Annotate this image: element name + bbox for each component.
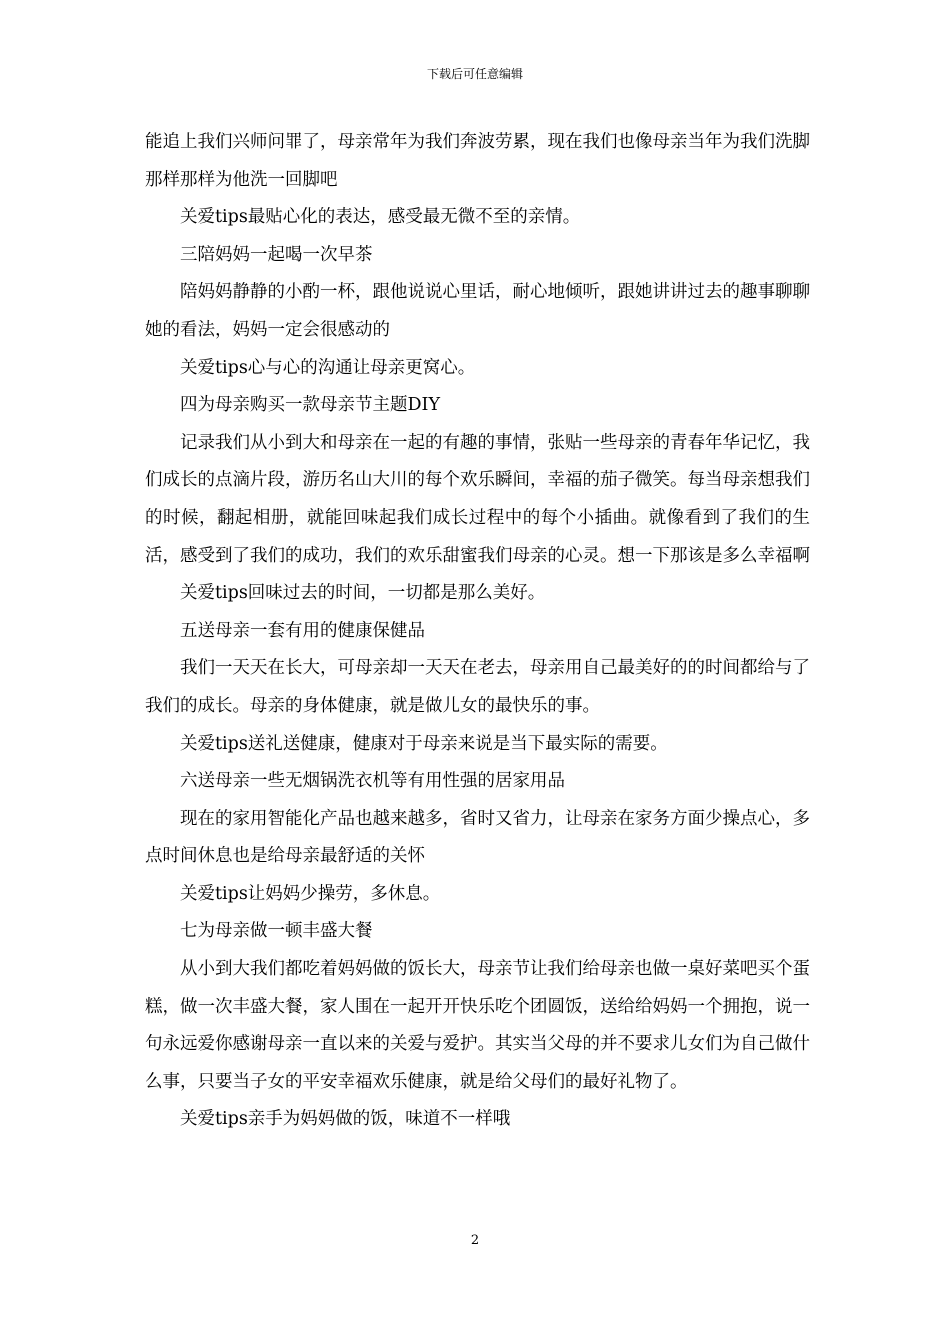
document-body (145, 124, 810, 1139)
section-heading: 三陪妈妈一起喝一次早茶 (180, 244, 373, 265)
body-paragraph: 现在的家用智能化产品也越来越多，省时又省力，让母亲在家务方面少操点心，多点时间休息也是给母亲最舒适的关怀 (145, 808, 810, 867)
tip-paragraph: 关爱tips送礼送健康，健康对于母亲来说是当下最实际的需要。 (180, 733, 668, 754)
body-paragraph: 记录我们从小到大和母亲在一起的有趣的事情，张贴一些母亲的青春年华记忆，我们成长的点滴片段，游历名山大川的每个欢乐瞬间，幸福的茄子微笑。每当母亲想我们的时候，翻起相册，就能回味起我们成长过程中的每个小插曲。就像看到了我们的生活，感受到了我们的成功，我们的欢乐甜蜜我们母亲的心灵。想一下那该是多么幸福啊 (145, 432, 810, 566)
tip-paragraph: 关爱tips心与心的沟通让母亲更窝心。 (180, 357, 476, 378)
paragraph-continuation: 能追上我们兴师问罪了，母亲常年为我们奔波劳累，现在我们也像母亲当年为我们洗脚那样那样为他洗一回脚吧 (145, 132, 810, 190)
tip-paragraph: 关爱tips回味过去的时间，一切都是那么美好。 (180, 583, 546, 604)
page-number: 2 (470, 1233, 480, 1248)
body-paragraph: 从小到大我们都吃着妈妈做的饭长大，母亲节让我们给母亲也做一桌好菜吧买个蛋糕，做一次丰盛大餐，家人围在一起开开快乐吃个团圆饭，送给给妈妈一个拥抱，说一句永远爱你感谢母亲一直以来的关爱与爱护。其实当父母的并不要求儿女们为自己做什么事，只要当子女的平安幸福欢乐健康，就是给父母们的最好礼物了。 (145, 959, 810, 1092)
tip-paragraph: 关爱tips最贴心化的表达，感受最无微不至的亲情。 (180, 207, 581, 228)
section-heading: 七为母亲做一顿丰盛大餐 (180, 921, 373, 942)
page-header: 下载后可任意编辑 (426, 67, 523, 81)
tip-paragraph: 关爱tips亲手为妈妈做的饭，味道不一样哦 (180, 1109, 511, 1130)
body-paragraph: 陪妈妈静静的小酌一杯，跟他说说心里话，耐心地倾听，跟她讲讲过去的趣事聊聊她的看法，妈妈一定会很感动的 (145, 282, 810, 340)
body-paragraph: 我们一天天在长大，可母亲却一天天在老去，母亲用自己最美好的的时间都给与了我们的成长。母亲的身体健康，就是做儿女的最快乐的事。 (145, 658, 810, 716)
section-heading: 四为母亲购买一款母亲节主题DIY (180, 395, 440, 416)
section-heading: 六送母亲一些无烟锅洗衣机等有用性强的居家用品 (180, 771, 565, 792)
tip-paragraph: 关爱tips让妈妈少操劳，多休息。 (180, 883, 441, 904)
section-heading: 五送母亲一套有用的健康保健品 (180, 620, 425, 641)
